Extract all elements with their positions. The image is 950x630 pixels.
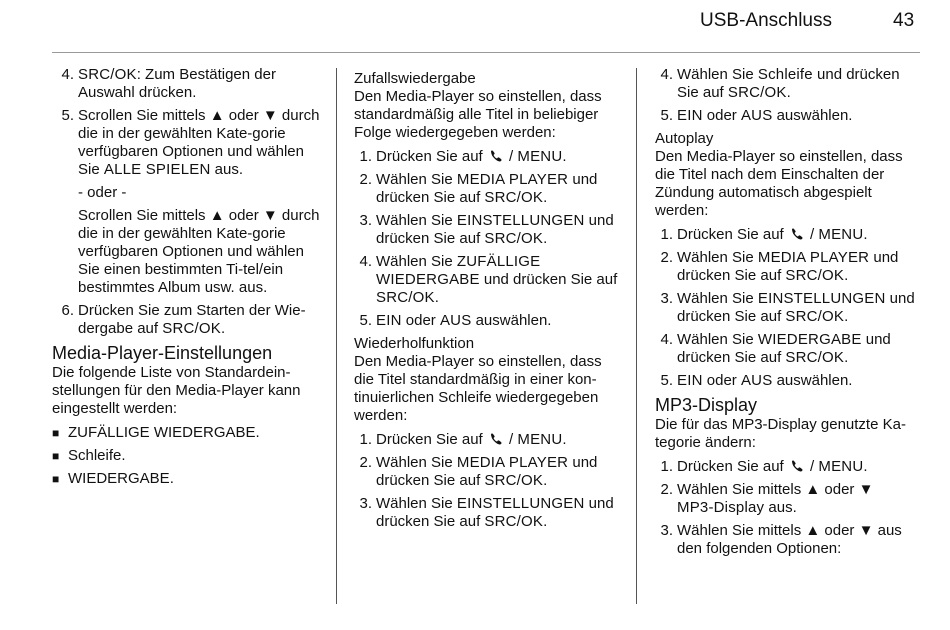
phone-icon bbox=[790, 459, 804, 473]
control-key: AUS bbox=[740, 372, 773, 389]
control-key: SRC/OK bbox=[162, 320, 221, 337]
section-heading: MP3-Display bbox=[655, 395, 758, 415]
control-key: Schleife bbox=[757, 66, 813, 83]
page-number: 43 bbox=[893, 10, 915, 31]
control-key: SRC/OK bbox=[727, 84, 787, 101]
control-key: EIN bbox=[677, 372, 703, 389]
control-key: SRC/OK bbox=[484, 230, 544, 247]
or-separator: - oder - bbox=[78, 184, 127, 201]
list-item: 5. EIN oder AUS auswählen. bbox=[660, 372, 853, 389]
column-2 bbox=[354, 66, 624, 536]
control-key: AUS bbox=[439, 312, 472, 329]
list-item: 3. Wählen Sie EINSTELLUNGEN und drücken Sie auf SRC/OK. bbox=[660, 290, 915, 325]
list-item: 3. Wählen Sie EINSTELLUNGEN und drücken Sie auf SRC/OK. bbox=[359, 495, 614, 530]
control-key: SRC/OK bbox=[78, 66, 137, 83]
subsection-heading: Wiederholfunktion bbox=[354, 335, 475, 352]
control-key: EINSTELLUNGEN bbox=[456, 495, 585, 512]
column-3 bbox=[655, 66, 923, 563]
list-item: 2. Wählen Sie mittels ▲ oder ▼ MP3-Display aus. bbox=[660, 481, 874, 516]
alternative-text: Scrollen Sie mittels ▲ oder ▼ durch die in der gewählten Kate-gorie verfügbaren Optionen und wählen Sie einen bestimmten Ti-tel/ein bestimmtes Album usw. aus. bbox=[78, 207, 320, 296]
section-intro: Die für das MP3-Display genutzte Ka-tegorie ändern: bbox=[655, 416, 906, 451]
subsection-intro: Den Media-Player so einstellen, dass standardmäßig alle Titel in beliebiger Folge wiedergegeben werden: bbox=[354, 88, 602, 141]
list-item: 2. Wählen Sie MEDIA PLAYER und drücken Sie auf SRC/OK. bbox=[660, 249, 899, 284]
control-key: AUS bbox=[740, 107, 773, 124]
list-item: 2. Wählen Sie MEDIA PLAYER und drücken Sie auf SRC/OK. bbox=[359, 171, 598, 206]
list-item: 4. Wählen Sie WIEDERGABE und drücken Sie auf SRC/OK. bbox=[660, 331, 891, 366]
control-key: MENU bbox=[517, 431, 563, 448]
control-key: ZUFÄLLIGE WIEDERGABE bbox=[376, 253, 541, 288]
control-key: MENU bbox=[818, 458, 864, 475]
subsection-heading: Zufallswiedergabe bbox=[354, 70, 476, 87]
column-divider-1 bbox=[336, 68, 337, 604]
list-item: 1. Drücken Sie auf / MENU. bbox=[359, 148, 567, 165]
control-key: EIN bbox=[376, 312, 402, 329]
bullet-item: ■ Schleife . bbox=[52, 447, 126, 464]
list-item: 2. Wählen Sie MEDIA PLAYER und drücken Sie auf SRC/OK. bbox=[359, 454, 598, 489]
control-key: ALLE SPIELEN bbox=[103, 161, 211, 178]
control-key: MENU bbox=[517, 148, 563, 165]
bullet-square-icon: ■ bbox=[52, 449, 60, 463]
control-key: WIEDERGABE bbox=[757, 331, 862, 348]
control-key: SRC/OK bbox=[785, 308, 845, 325]
section-intro: Die folgende Liste von Standardein-stellungen für den Media-Player kann eingestellt werden: bbox=[52, 364, 301, 417]
control-key: MEDIA PLAYER bbox=[757, 249, 870, 266]
page-header-title: USB-Anschluss bbox=[700, 10, 832, 31]
control-key: SRC/OK bbox=[376, 289, 435, 306]
phone-icon bbox=[790, 227, 804, 241]
control-key: EINSTELLUNGEN bbox=[757, 290, 886, 307]
list-item: 5. EIN oder AUS auswählen. bbox=[359, 312, 552, 329]
subsection-heading: Autoplay bbox=[655, 130, 714, 147]
control-key: EINSTELLUNGEN bbox=[456, 212, 585, 229]
control-key: MEDIA PLAYER bbox=[456, 454, 569, 471]
list-item: 4. Wählen Sie ZUFÄLLIGE WIEDERGABE und drücken Sie auf SRC/OK. bbox=[359, 253, 618, 306]
control-key: SRC/OK bbox=[785, 349, 845, 366]
header-divider bbox=[52, 52, 920, 53]
list-item: 5. EIN oder AUS auswählen. bbox=[660, 107, 853, 124]
list-item: 1. Drücken Sie auf / MENU. bbox=[660, 226, 868, 243]
bullet-item: ■ ZUFÄLLIGE WIEDERGABE . bbox=[52, 424, 260, 441]
control-key: SRC/OK bbox=[484, 472, 544, 489]
subsection-intro: Den Media-Player so einstellen, dass die Titel standardmäßig in einer kon-tinuierlichen Schleife wiedergegeben werden: bbox=[354, 353, 602, 424]
column-1 bbox=[52, 66, 324, 493]
section-heading: Media-Player-Einstellungen bbox=[52, 343, 273, 363]
list-item: 3. Wählen Sie mittels ▲ oder ▼ aus den folgenden Optionen: bbox=[660, 522, 902, 557]
bullet-square-icon: ■ bbox=[52, 426, 60, 440]
list-item: 5. Scrollen Sie mittels ▲ oder ▼ durch die in der gewählten Kate-gorie verfügbaren Optionen und wählen Sie ALLE SPIELEN aus. bbox=[61, 107, 320, 178]
subsection-intro: Den Media-Player so einstellen, dass die Titel nach dem Einschalten der Zündung automatisch abgespielt werden: bbox=[655, 148, 903, 219]
list-item: 4. Wählen Sie Schleife und drücken Sie auf SRC/OK. bbox=[660, 66, 900, 101]
list-item: 1. Drücken Sie auf / MENU. bbox=[359, 431, 567, 448]
control-key: SRC/OK bbox=[484, 189, 544, 206]
phone-icon bbox=[489, 432, 503, 446]
control-key: MP3-Display bbox=[677, 499, 765, 516]
bullet-item: ■ WIEDERGABE . bbox=[52, 470, 174, 487]
bullet-square-icon: ■ bbox=[52, 472, 60, 486]
list-item: 3. Wählen Sie EINSTELLUNGEN und drücken Sie auf SRC/OK. bbox=[359, 212, 614, 247]
control-key: MENU bbox=[818, 226, 864, 243]
control-key: SRC/OK bbox=[785, 267, 845, 284]
phone-icon bbox=[489, 149, 503, 163]
control-key: EIN bbox=[677, 107, 703, 124]
control-key: MEDIA PLAYER bbox=[456, 171, 569, 188]
list-item: 6. Drücken Sie zum Starten der Wie-dergabe auf SRC/OK. bbox=[61, 302, 306, 337]
list-item: 4. SRC/OK: Zum Bestätigen der Auswahl drücken. bbox=[61, 66, 276, 101]
list-item: 1. Drücken Sie auf / MENU. bbox=[660, 458, 868, 475]
control-key: SRC/OK bbox=[484, 513, 544, 530]
column-divider-2 bbox=[636, 68, 637, 604]
